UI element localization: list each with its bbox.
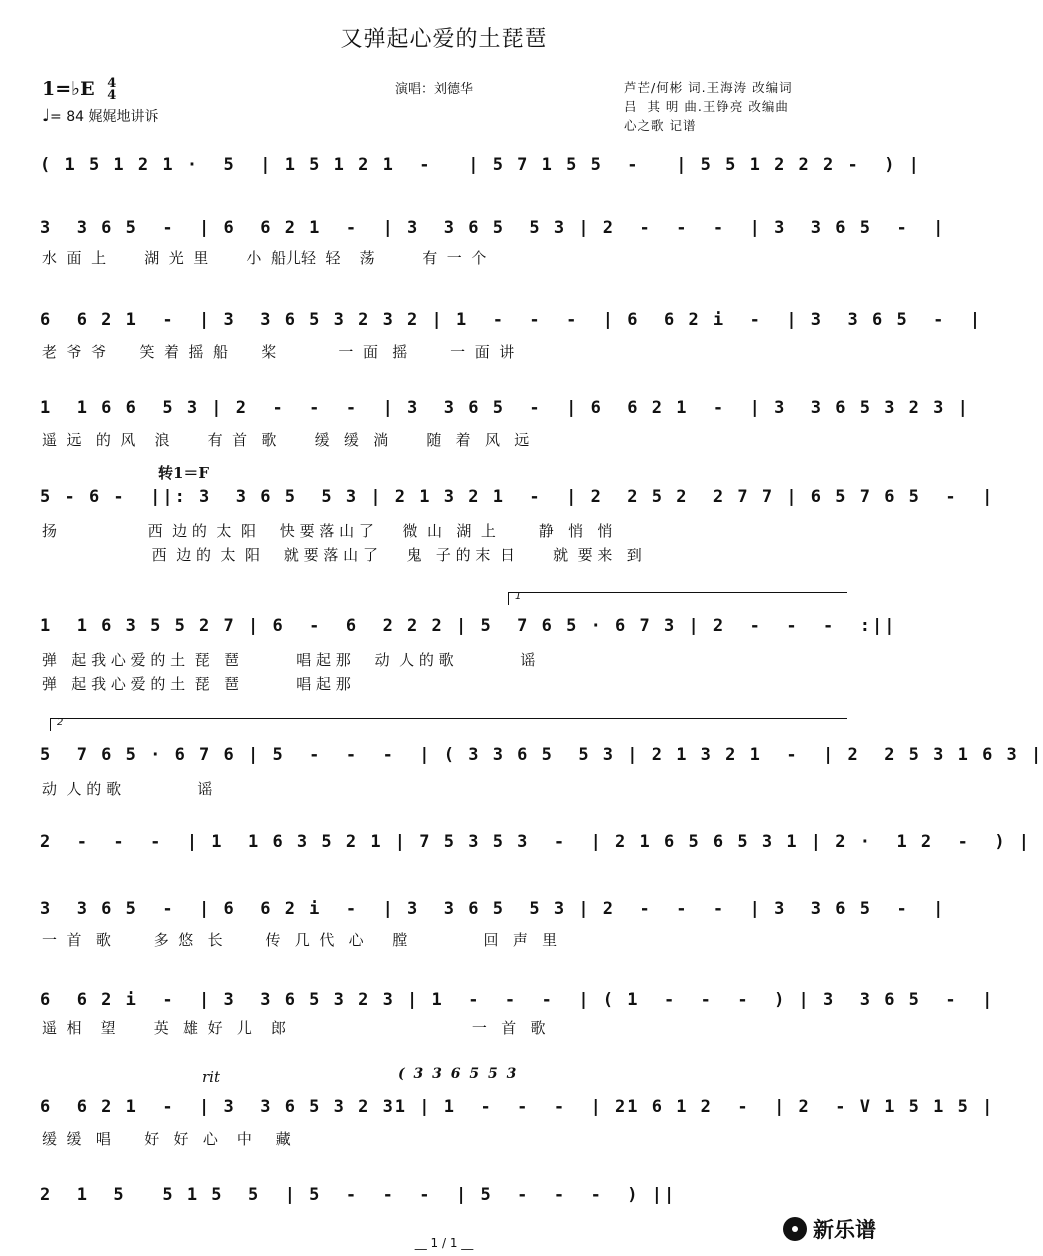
notes-line: 2 - - - | 1 1 6 3 5 2 1 | 7 5 3 5 3 - | 2 1 6 5 6 5 3 1 | 2 · 1 2 - ) | xyxy=(40,832,1032,852)
tempo-marking xyxy=(42,106,158,126)
lyric-line: 遥 相 望 英 雄 好 儿 郎 一 首 歌 xyxy=(42,1019,546,1037)
notes-line: 5 - 6 - ||: 3 3 6 5 5 3 | 2 1 3 2 1 - | 2 2 5 2 2 7 7 | 6 5 7 6 5 - | xyxy=(40,487,995,507)
notes-line: 1 1 6 6 5 3 | 2 - - - | 3 3 6 5 - | 6 6 2 1 - | 3 3 6 5 3 2 3 | xyxy=(40,398,970,418)
cue-notes: ( 3 3 6 5 5 3 xyxy=(398,1066,519,1082)
notes-line: ( 1 5 1 2 1 · 5 | 1 5 1 2 1 - | 5 7 1 5 5 - | 5 5 1 2 2 2 - ) | xyxy=(40,155,921,175)
record-disc-icon xyxy=(783,1217,807,1241)
site-logo xyxy=(783,1214,876,1244)
key-label: 1=♭E xyxy=(42,78,95,100)
first-ending-bracket xyxy=(508,592,847,605)
notes-line: 5 7 6 5 · 6 7 6 | 5 - - - | ( 3 3 6 5 5 3 | 2 1 3 2 1 - | 2 2 5 3 1 6 3 | xyxy=(40,745,1043,765)
credit-line: 吕 其 明 曲.王铮亮 改编曲 xyxy=(624,99,789,114)
time-sig-bottom: 4 xyxy=(107,88,117,103)
time-sig-top: 4 xyxy=(107,76,117,91)
lyric-line: 西 边 的 太 阳 就 要 落 山 了 鬼 子 的 末 日 就 要 来 到 xyxy=(42,546,642,564)
tempo-value: = 84 xyxy=(50,109,85,125)
notes-line: 3 3 6 5 - | 6 6 2 i - | 3 3 6 5 5 3 | 2 - - - | 3 3 6 5 - | xyxy=(40,899,946,919)
second-ending-bracket xyxy=(50,718,847,731)
ritardando-mark: rit xyxy=(202,1068,220,1086)
credit-line: 心之歌 记谱 xyxy=(624,118,697,133)
notes-line: 6 6 2 1 - | 3 3 6 5 3 2 31 | 1 - - - | 21 6 1 2 - | 2 - V 1 5 1 5 | xyxy=(40,1097,995,1117)
modulation-mark: 转1＝F xyxy=(158,464,210,482)
lyric-line: 动 人 的 歌 谣 xyxy=(42,780,213,798)
lyric-line: 遥 远 的 风 浪 有 首 歌 缓 缓 淌 随 着 风 远 xyxy=(42,431,530,449)
time-signature xyxy=(107,78,116,102)
credit-line: 芦芒/何彬 词.王海涛 改编词 xyxy=(624,80,793,95)
page-number: __ 1 / 1 __ xyxy=(414,1236,474,1250)
lyric-line: 水 面 上 湖 光 里 小 船儿轻 轻 荡 有 一 个 xyxy=(42,249,487,267)
logo-text: 新乐谱 xyxy=(813,1218,876,1242)
lyric-line: 老 爷 爷 笑 着 摇 船 桨 一 面 摇 一 面 讲 xyxy=(42,343,515,361)
lyric-line: 弹 起 我 心 爱 的 土 琵 琶 唱 起 那 xyxy=(42,675,351,693)
lyric-line: 一 首 歌 多 悠 长 传 几 代 心 膛 回 声 里 xyxy=(42,931,558,949)
expression-mark: 娓娓地讲诉 xyxy=(88,109,159,125)
ending-number: 2 xyxy=(57,717,64,728)
notes-line: 6 6 2 i - | 3 3 6 5 3 2 3 | 1 - - - | ( 1 - - - ) | 3 3 6 5 - | xyxy=(40,990,995,1010)
lyric-line: 缓 缓 唱 好 好 心 中 藏 xyxy=(42,1130,291,1148)
key-signature xyxy=(42,78,116,102)
notes-line: 2 1 5 5 1 5 5 | 5 - - - | 5 - - - ) || xyxy=(40,1185,677,1205)
ending-number: 1 xyxy=(515,591,522,602)
quarter-note-icon: ♩ xyxy=(42,106,51,126)
page-number-text: 1 / 1 xyxy=(430,1236,458,1250)
lyric-line: 扬 西 边 的 太 阳 快 要 落 山 了 微 山 湖 上 静 悄 悄 xyxy=(42,522,613,540)
notes-line: 1 1 6 3 5 5 2 7 | 6 - 6 2 2 2 | 5 7 6 5 · 6 7 3 | 2 - - - :|| xyxy=(40,616,897,636)
notes-line: 6 6 2 1 - | 3 3 6 5 3 2 3 2 | 1 - - - | 6 6 2 i - | 3 3 6 5 - | xyxy=(40,310,983,330)
credits-block xyxy=(624,78,793,135)
notes-line: 3 3 6 5 - | 6 6 2 1 - | 3 3 6 5 5 3 | 2 - - - | 3 3 6 5 - | xyxy=(40,218,946,238)
lyric-line: 弹 起 我 心 爱 的 土 琵 琶 唱 起 那 动 人 的 歌 谣 xyxy=(42,651,536,669)
song-title: 又弹起心爱的土琵琶 xyxy=(340,27,548,52)
singer-credit: 演唱：刘德华 xyxy=(395,82,474,97)
